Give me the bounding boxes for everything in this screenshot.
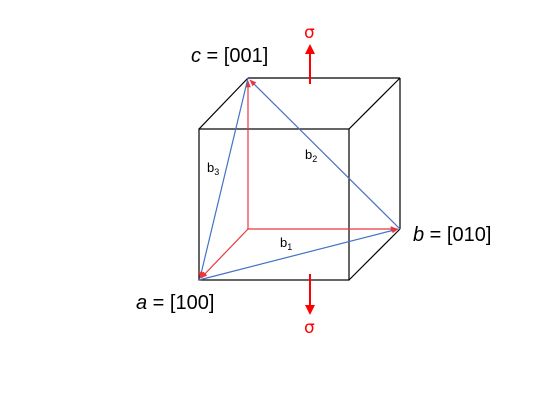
label-b-index: = [010] bbox=[424, 224, 492, 246]
vector-b2 bbox=[250, 80, 400, 229]
label-a-axis bbox=[136, 292, 214, 314]
label-b-axis bbox=[413, 224, 491, 246]
vector-b1 bbox=[199, 229, 398, 280]
axis-a bbox=[201, 229, 248, 278]
label-b3-subscript: 3 bbox=[214, 167, 220, 177]
label-a-index: = [100] bbox=[147, 292, 215, 314]
label-b1-subscript: 1 bbox=[287, 242, 293, 252]
label-c-variable: c bbox=[191, 45, 201, 67]
cube bbox=[199, 78, 400, 280]
label-b3 bbox=[207, 160, 219, 177]
cube-edge-top-right bbox=[349, 78, 400, 129]
label-c-index: = [001] bbox=[201, 45, 269, 67]
label-b-variable: b bbox=[413, 224, 425, 246]
label-b1-base: b bbox=[280, 235, 288, 250]
label-sigma-bottom: σ bbox=[304, 318, 315, 338]
label-b3-base: b bbox=[207, 160, 215, 175]
label-b2-subscript: 2 bbox=[312, 154, 318, 164]
label-sigma-top: σ bbox=[304, 23, 315, 43]
label-a-variable: a bbox=[136, 292, 148, 314]
cube-edge-bottom-right bbox=[349, 229, 400, 280]
cube-edge-top-left bbox=[199, 78, 248, 129]
vector-b3 bbox=[200, 78, 248, 278]
label-b2 bbox=[305, 147, 317, 164]
label-b2-base: b bbox=[305, 147, 313, 162]
label-c-axis bbox=[191, 45, 268, 67]
label-b1 bbox=[280, 235, 292, 252]
